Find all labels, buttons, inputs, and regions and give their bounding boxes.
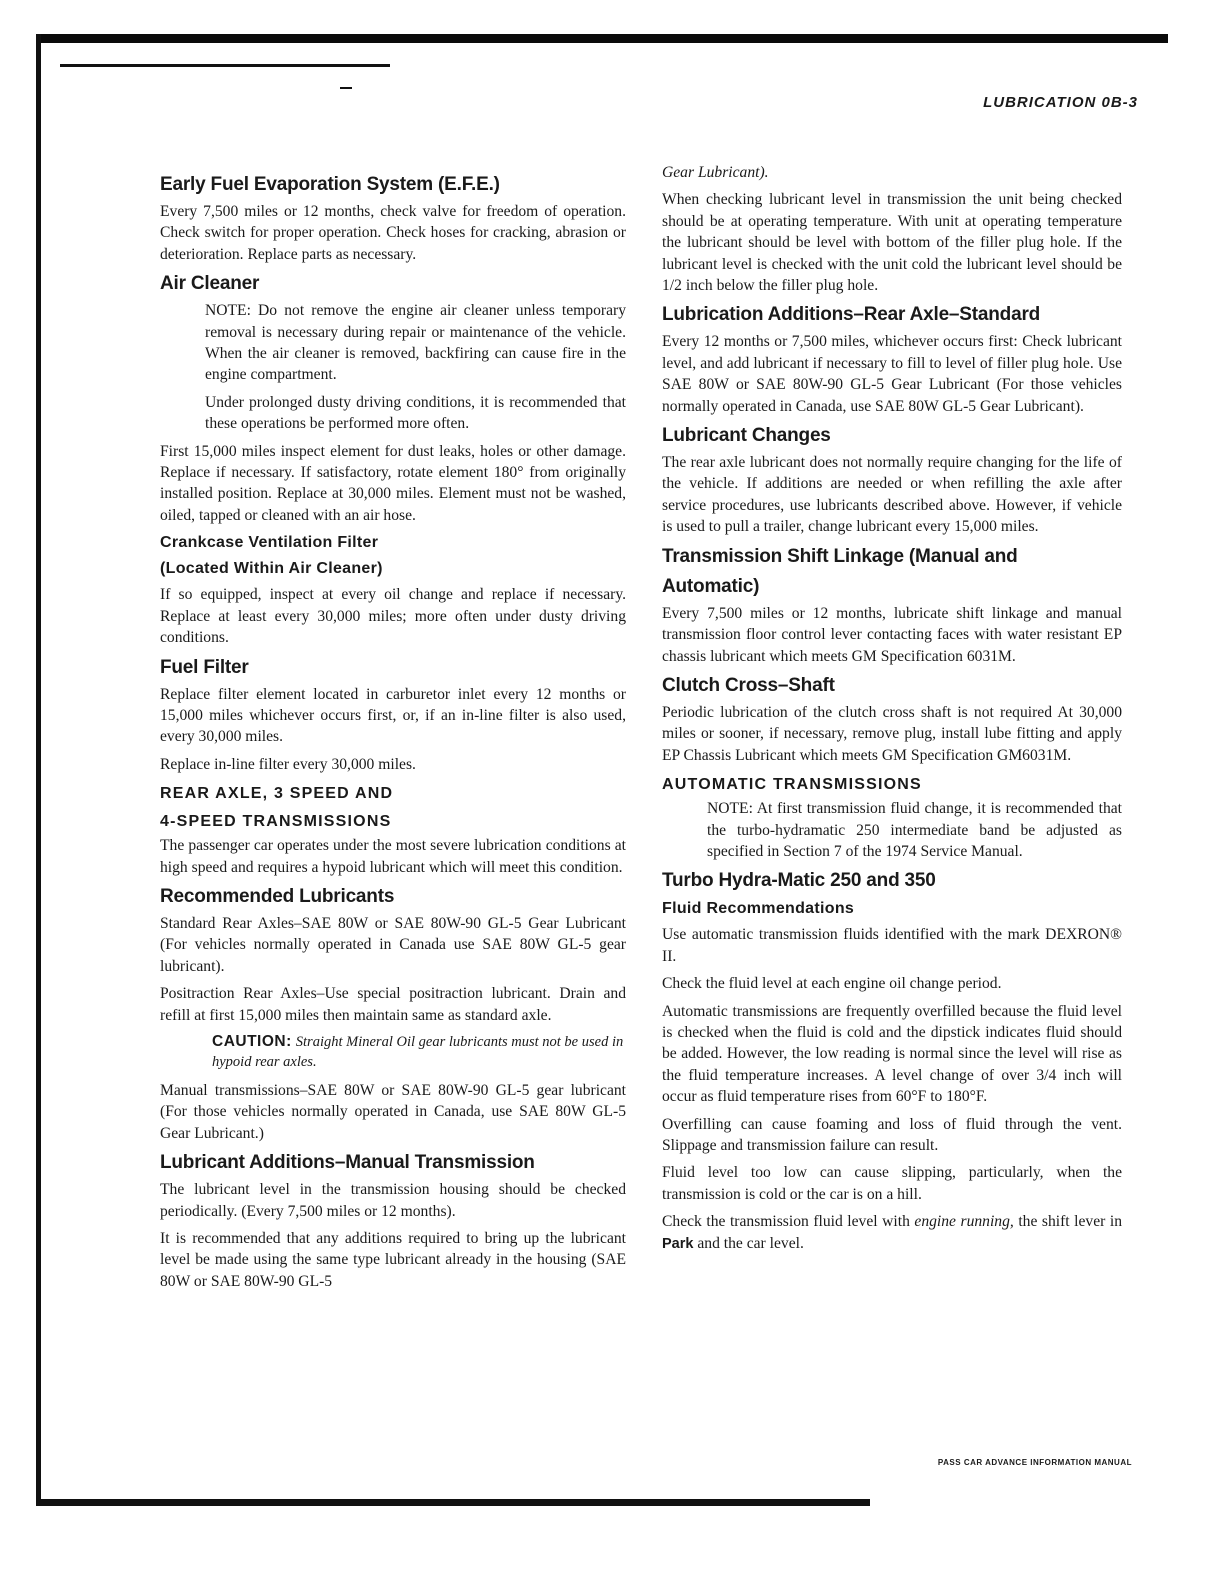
fluid-check-text-a: Check the transmission fluid level with [662,1213,915,1231]
rear-axle-additions-body: Every 12 months or 7,500 miles, whichever occurs first: Check lubricant level, and add lubricant if necessary to fill to level of filler plug hole. Use SAE 80W or SAE 80W-90 GL-5 Gear Lubricant (For those vehicles normally operated in Canada, use SAE 80W GL-5 Gear Lubricant). [662,333,1122,415]
lubricant-changes-heading: Lubricant Changes [662,425,831,447]
left-border-rule [36,34,41,1499]
fluid-overfilled: Automatic transmissions are frequently overfilled because the fluid level is checked when the fluid is cold and the dipstick indicates fluid should be added. However, the low reading is normal since the level will rise as the fluid temperature increases. A level change of over 3/4 inch will occur as fluid temperature rises from 60°F to 180°F. [662,1002,1122,1106]
recommended-lubricants-heading: Recommended Lubricants [160,885,395,907]
engine-running-emphasis: engine running, [914,1213,1014,1231]
crankcase-heading: Crankcase Ventilation Filter [160,534,379,552]
crankcase-subheading: (Located Within Air Cleaner) [160,560,383,578]
bottom-border-rule [36,1499,870,1506]
left-column [160,168,626,1298]
continued-gear-lubricant: Gear Lubricant). [662,164,769,181]
fuel-filter-body: Replace filter element located in carburetor inlet every 12 months or 15,000 miles whichever occurs first, or, if an in-line filter is also used, every 30,000 miles. [160,685,626,746]
crankcase-body: If so equipped, inspect at every oil change and replace if necessary. Replace at least every 30,000 miles; more often under dusty driving conditions. [160,586,626,647]
fluid-check-text-c: the shift lever in [1013,1213,1122,1231]
lubricant-additions-body: The lubricant level in the transmission housing should be checked periodically. (Every 7,500 miles or 12 months). [160,1181,626,1220]
air-cleaner-note-dusty: Under prolonged dusty driving conditions, it is recommended that these operations be performed more often. [205,393,626,433]
automatic-transmissions-note: NOTE: At first transmission fluid change, it is recommended that the turbo-hydramatic 250 intermediate band be adjusted as specified in Section 7 of the 1974 Service Manual. [707,800,1122,860]
rear-axle-additions-heading: Lubrication Additions–Rear Axle–Standard [662,304,1041,326]
clutch-cross-shaft-body: Periodic lubrication of the clutch cross shaft is not required At 30,000 miles or sooner, if necessary, remove plug, install lube fitting and apply EP Chassis Lubricant which meets GM Specification GM6031M. [662,703,1122,764]
shift-linkage-heading-line1: Transmission Shift Linkage (Manual and [662,545,1018,567]
running-head: LUBRICATION 0B-3 [983,94,1138,111]
footer: PASS CAR ADVANCE INFORMATION MANUAL [937,1458,1132,1467]
lubricant-additions-recommendation: It is recommended that any additions required to bring up the lubricant level be made using the same type lubricant already in the housing (SAE 80W or SAE 80W-90 GL-5 [160,1230,626,1290]
fluid-check-text-e: and the car level. [693,1234,804,1252]
rear-axle-heading-line2: 4-SPEED TRANSMISSIONS [160,813,392,831]
efe-heading: Early Fuel Evaporation System (E.F.E.) [160,174,500,195]
caution-text: Straight Mineral Oil gear lubricants must not be used in hypoid rear axles. [212,1033,624,1070]
rear-axle-heading-line1: REAR AXLE, 3 SPEED AND [160,785,394,803]
positraction-rear-axles: Positraction Rear Axles–Use special positraction lubricant. Drain and refill at first 15,000 miles then maintain same as standard axle. [160,985,626,1024]
caution-block [212,1032,626,1072]
fluid-too-low: Fluid level too low can cause slipping, particularly, when the transmission is cold or the car is on a hill. [662,1164,1122,1203]
turbo-hydramatic-heading: Turbo Hydra-Matic 250 and 350 [662,870,936,892]
fluid-check-running [662,1211,1122,1255]
fluid-dexron: Use automatic transmission fluids identified with the mark DEXRON® II. [662,926,1122,965]
top-border-rule [36,34,1168,43]
automatic-transmissions-heading: AUTOMATIC TRANSMISSIONS [662,776,922,794]
lubricant-changes-body: The rear axle lubricant does not normally require changing for the life of the vehicle. If additions are needed or when refilling the axle after service procedures, use lubricants described above. However, if vehicle is used to pull a trailer, change lubricant every 15,000 miles. [662,454,1122,536]
right-column [662,162,1122,1261]
air-cleaner-body: First 15,000 miles inspect element for dust leaks, holes or other damage. Replace if necessary. If satisfactory, rotate element 180° from originally installed position. Replace at 30,000 miles. Element must not be washed, oiled, tapped or cleaned with an air hose. [160,442,626,524]
air-cleaner-heading: Air Cleaner [160,273,260,295]
fluid-recommendations-heading: Fluid Recommendations [662,900,855,918]
efe-body: Every 7,500 miles or 12 months, check valve for freedom of operation. Check switch for proper operation. Check hoses for cracking, abrasion or deterioration. Replace parts as necessary. [160,203,626,263]
fuel-filter-inline: Replace in-line filter every 30,000 miles. [160,755,416,773]
checking-level-body: When checking lubricant level in transmission the unit being checked should be at operating temperature. With unit at operating temperature the lubricant should be level with bottom of the filler plug hole. If the lubricant level is checked with the unit cold the lubricant level should be 1/2 inch below the filler plug hole. [662,191,1122,295]
park-emphasis: Park [662,1235,694,1252]
lubricant-additions-manual-heading: Lubricant Additions–Manual Transmission [160,1152,535,1174]
shift-linkage-heading-line2: Automatic) [662,575,760,597]
fuel-filter-heading: Fuel Filter [160,656,249,678]
caution-label: CAUTION: [212,1032,292,1050]
clutch-cross-shaft-heading: Clutch Cross–Shaft [662,674,835,696]
air-cleaner-note: NOTE: Do not remove the engine air cleaner unless temporary removal is necessary during repair or maintenance of the vehicle. When the air cleaner is removed, backfiring can cause fire in the engine compartment. [205,302,626,384]
scan-mark-small [340,87,352,89]
standard-rear-axles: Standard Rear Axles–SAE 80W or SAE 80W-90 GL-5 Gear Lubricant (For vehicles normally operated in Canada use SAE 80W GL-5 gear lubricant). [160,914,626,975]
shift-linkage-body: Every 7,500 miles or 12 months, lubricate shift linkage and manual transmission floor control lever contacting faces with water resistant EP chassis lubricant which meets GM Specification 6031M. [662,604,1122,665]
fluid-check-period: Check the fluid level at each engine oil change period. [662,975,1002,993]
scan-mark [60,64,390,67]
fluid-foaming: Overfilling can cause foaming and loss of fluid through the vent. Slippage and transmission failure can result. [662,1115,1122,1154]
manual-transmissions: Manual transmissions–SAE 80W or SAE 80W-90 GL-5 gear lubricant (For those vehicles normally operated in Canada, use SAE 80W GL-5 Gear Lubricant.) [160,1081,626,1142]
rear-axle-body: The passenger car operates under the most severe lubrication conditions at high speed and requires a hypoid lubricant which will meet this condition. [160,837,626,876]
